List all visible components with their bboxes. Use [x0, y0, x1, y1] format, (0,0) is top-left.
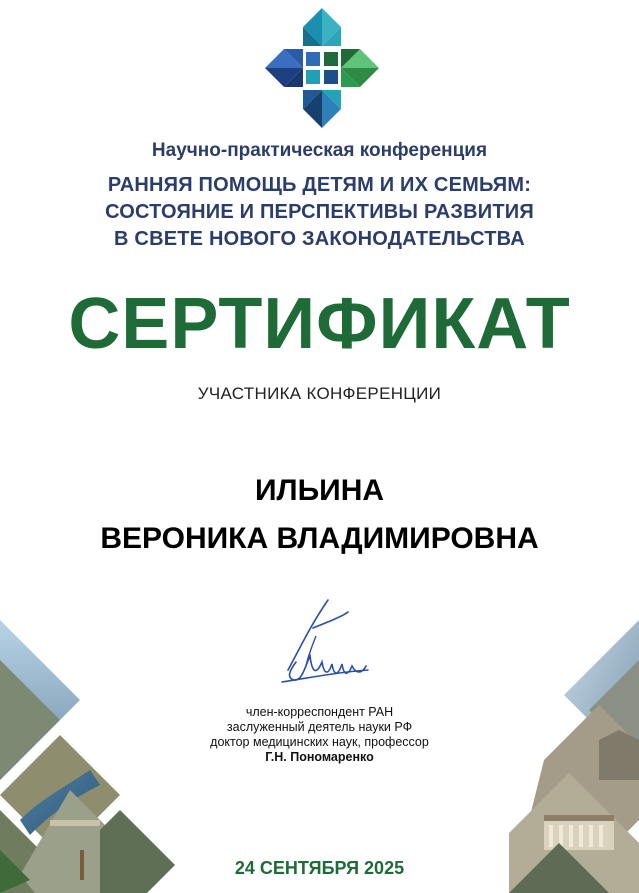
- conference-title-line: РАННЯЯ ПОМОЩЬ ДЕТЯМ И ИХ СЕМЬЯМ:: [107, 174, 532, 196]
- city-photo-left: [0, 620, 190, 893]
- recipient-last-name: ИЛЬИНА: [254, 474, 385, 507]
- signatory-title-line: доктор медицинских наук, профессор: [210, 735, 429, 749]
- certificate-subheading: УЧАСТНИКА КОНФЕРЕНЦИИ: [197, 384, 442, 403]
- city-photo-right: [449, 620, 639, 893]
- conference-type: Научно-практическая конференция: [151, 140, 488, 161]
- signature-icon: [268, 592, 380, 704]
- conference-title: [0, 172, 639, 253]
- signatory-title-line: член-корреспондент РАН: [245, 705, 394, 719]
- diamond-logo-icon: [261, 8, 383, 128]
- recipient-first-middle-name: ВЕРОНИКА ВЛАДИМИРОВНА: [100, 522, 539, 555]
- conference-title-line: В СВЕТЕ НОВОГО ЗАКОНОДАТЕЛЬСТВА: [114, 228, 525, 250]
- conference-title-line: СОСТОЯНИЕ И ПЕРСПЕКТИВЫ РАЗВИТИЯ: [105, 201, 534, 223]
- conference-date: 24 СЕНТЯБРЯ 2025: [234, 858, 405, 878]
- signatory-name: Г.Н. Пономаренко: [265, 750, 374, 764]
- certificate-heading: СЕРТИФИКАТ: [68, 284, 571, 364]
- signatory-title-line: заслуженный деятель науки РФ: [226, 720, 413, 734]
